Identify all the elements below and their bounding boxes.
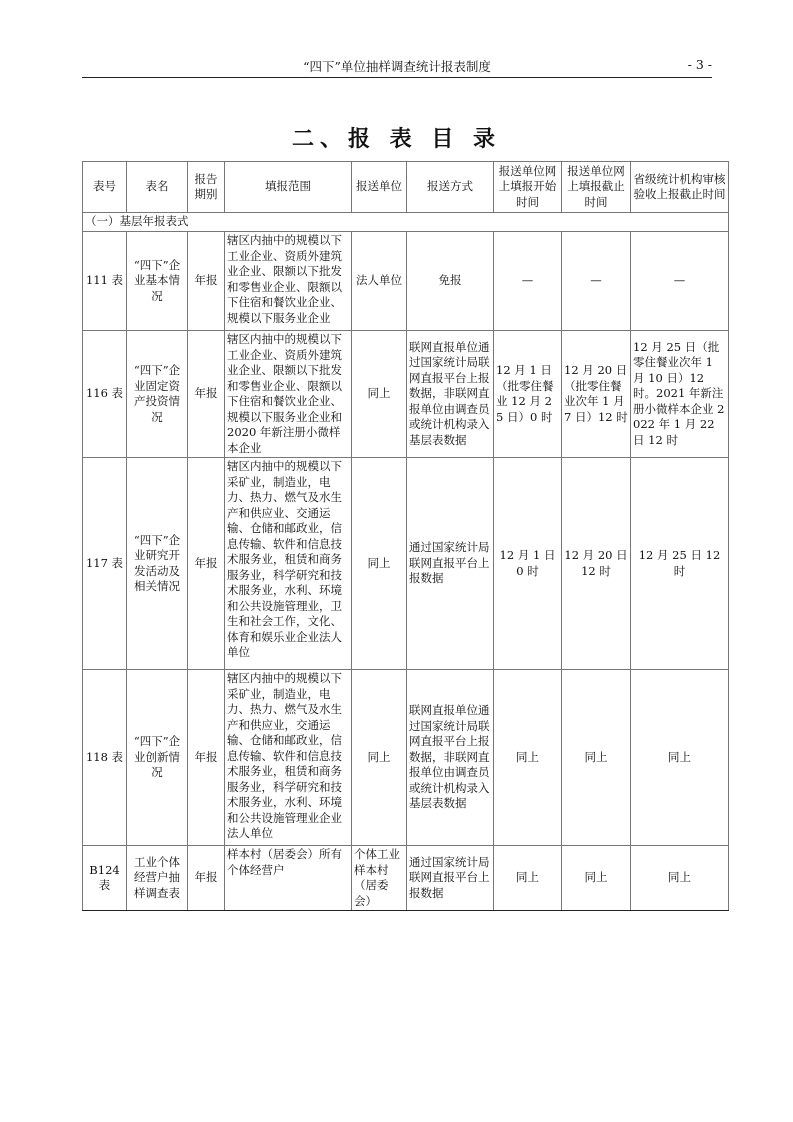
row-start: 同上	[494, 846, 562, 911]
row-scope: 辖区内抽中的规模以下工业企业、资质外建筑业企业、限额以下批发和零售业企业、限额以下住宿和餐饮业企业、规模以下服务业企业	[225, 232, 352, 331]
row-end: 同上	[562, 670, 631, 846]
row-end: —	[562, 232, 631, 331]
running-header	[82, 55, 712, 78]
col-header-method: 报送方式	[407, 162, 494, 213]
row-code: 116 表	[83, 331, 127, 458]
row-deadline: 12 月 25 日 12 时	[631, 458, 729, 670]
row-end: 12 月 20 日（批零住餐业次年 1 月 7 日）12 时	[562, 331, 631, 458]
row-code: 118 表	[83, 670, 127, 846]
col-header-unit: 报送单位	[352, 162, 407, 213]
col-header-scope: 填报范围	[225, 162, 352, 213]
row-deadline: —	[631, 232, 729, 331]
page-number: - 3 -	[687, 57, 712, 72]
row-scope: 辖区内抽中的规模以下采矿业，制造业，电力、热力、燃气及水生产和供应业、交通运输、仓储和邮政业，信息传输、软件和信息技术服务业，租赁和商务服务业，科学研究和技术服务业，水利、环境和公共设施管理业，卫生和社会工作，文化、体育和娱乐业企业法人单位	[225, 458, 352, 670]
col-header-deadline: 省级统计机构审核验收上报截止时间	[631, 162, 729, 213]
row-unit: 同上	[352, 670, 407, 846]
row-code: 117 表	[83, 458, 127, 670]
row-method: 免报	[407, 232, 494, 331]
row-start: 12 月 1 日 0 时	[494, 458, 562, 670]
row-start: —	[494, 232, 562, 331]
row-scope: 辖区内抽中的规模以下采矿业，制造业，电力、热力、燃气及水生产和供应业，交通运输、仓储和邮政业，信息传输、软件和信息技术服务业，租赁和商务服务业，科学研究和技术服务业，水利、环境和公共设施管理业企业法人单位	[225, 670, 352, 846]
col-header-name: 表名	[127, 162, 188, 213]
row-period: 年报	[188, 670, 225, 846]
report-catalog-table	[82, 161, 729, 911]
row-deadline: 12 月 25 日（批零住餐业次年 1 月 10 日）12 时。2021 年新注册小微样本企业 2022 年 1 月 22 日 12 时	[631, 331, 729, 458]
row-start: 12 月 1 日（批零住餐业 12 月 25 日）0 时	[494, 331, 562, 458]
table-row	[83, 232, 729, 331]
row-code: 111 表	[83, 232, 127, 331]
header-title: “四下”单位抽样调查统计报表制度	[303, 59, 491, 74]
row-method: 联网直报单位通过国家统计局联网直报平台上报数据，非联网直报单位由调查员或统计机构录入基层表数据	[407, 331, 494, 458]
section-label: （一）基层年报表式	[83, 213, 729, 232]
row-unit: 法人单位	[352, 232, 407, 331]
row-deadline: 同上	[631, 670, 729, 846]
row-unit: 同上	[352, 458, 407, 670]
row-start: 同上	[494, 670, 562, 846]
col-header-period: 报告期别	[188, 162, 225, 213]
row-scope: 辖区内抽中的规模以下工业企业、资质外建筑业企业、限额以下批发和零售业企业、限额以下住宿和餐饮业企业、规模以下服务业企业和 2020 年新注册小微样本企业	[225, 331, 352, 458]
row-method: 通过国家统计局联网直报平台上报数据	[407, 458, 494, 670]
table-row	[83, 846, 729, 911]
table-row	[83, 331, 729, 458]
row-name: “四下”企业基本情况	[127, 232, 188, 331]
row-unit: 同上	[352, 331, 407, 458]
row-period: 年报	[188, 331, 225, 458]
section-row	[83, 213, 729, 232]
table-row	[83, 670, 729, 846]
col-header-code: 表号	[83, 162, 127, 213]
row-code: B124 表	[83, 846, 127, 911]
row-end: 12 月 20 日 12 时	[562, 458, 631, 670]
row-method: 联网直报单位通过国家统计局联网直报平台上报数据，非联网直报单位由调查员或统计机构录入基层表数据	[407, 670, 494, 846]
row-name: “四下”企业研究开发活动及相关情况	[127, 458, 188, 670]
row-name: 工业个体经营户抽样调查表	[127, 846, 188, 911]
row-scope: 样本村（居委会）所有个体经营户	[225, 846, 352, 911]
row-period: 年报	[188, 458, 225, 670]
row-end: 同上	[562, 846, 631, 911]
row-name: “四下”企业创新情况	[127, 670, 188, 846]
row-period: 年报	[188, 232, 225, 331]
row-unit: 个体工业样本村（居委会）	[352, 846, 407, 911]
table-row	[83, 458, 729, 670]
row-period: 年报	[188, 846, 225, 911]
row-name: “四下”企业固定资产投资情况	[127, 331, 188, 458]
row-method: 通过国家统计局联网直报平台上报数据	[407, 846, 494, 911]
page-title: 二、报 表 目 录	[292, 127, 501, 152]
table-header-row	[83, 162, 729, 213]
col-header-start: 报送单位网上填报开始时间	[494, 162, 562, 213]
col-header-end: 报送单位网上填报截止时间	[562, 162, 631, 213]
row-deadline: 同上	[631, 846, 729, 911]
